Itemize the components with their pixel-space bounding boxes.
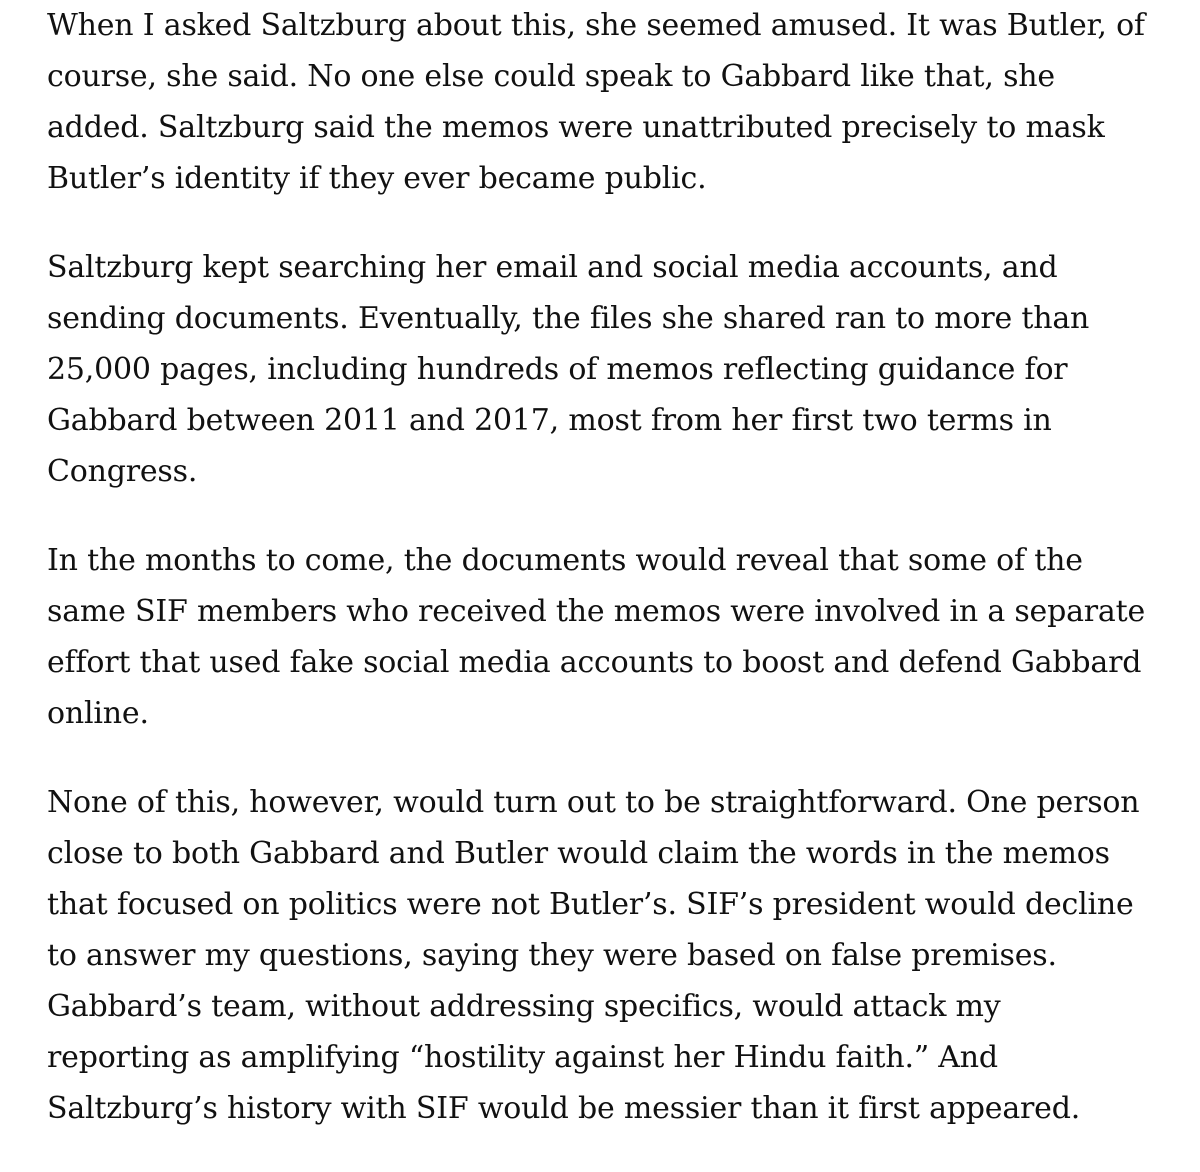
paragraph-3-line-3: effort that used fake social media accounts to boost and defend Gabbard [47,645,1142,680]
paragraph-1-line-1: When I asked Saltzburg about this, she seemed amused. It was Butler, of [47,8,1145,43]
paragraph-3-line-4: online. [47,696,149,731]
paragraph-4-line-1: None of this, however, would turn out to be straightforward. One person [47,785,1140,820]
paragraph-1-line-4: Butler’s identity if they ever became public. [47,161,707,196]
paragraph-4-line-6: reporting as amplifying “hostility against her Hindu faith.” And [47,1040,998,1075]
paragraph-3-line-2: same SIF members who received the memos were involved in a separate [47,594,1146,629]
paragraph-2 [47,242,1167,497]
paragraph-4-line-3: that focused on politics were not Butler’s. SIF’s president would decline [47,887,1134,922]
paragraph-4-line-2: close to both Gabbard and Butler would claim the words in the memos [47,836,1110,871]
paragraph-2-line-2: sending documents. Eventually, the files she shared ran to more than [47,301,1090,336]
paragraph-2-line-1: Saltzburg kept searching her email and social media accounts, and [47,250,1058,285]
paragraph-4-line-7: Saltzburg’s history with SIF would be messier than it first appeared. [47,1091,1081,1126]
paragraph-1 [47,0,1167,204]
paragraph-4 [47,777,1167,1134]
paragraph-2-line-3: 25,000 pages, including hundreds of memos reflecting guidance for [47,352,1068,387]
article-body [47,0,1167,1172]
paragraph-2-line-4: Gabbard between 2011 and 2017, most from her first two terms in [47,403,1052,438]
paragraph-3 [47,535,1167,739]
paragraph-3-line-1: In the months to come, the documents would reveal that some of the [47,543,1083,578]
paragraph-1-line-3: added. Saltzburg said the memos were unattributed precisely to mask [47,110,1105,145]
paragraph-1-line-2: course, she said. No one else could speak to Gabbard like that, she [47,59,1055,94]
paragraph-4-line-4: to answer my questions, saying they were based on false premises. [47,938,1057,973]
paragraph-2-line-5: Congress. [47,454,198,489]
paragraph-4-line-5: Gabbard’s team, without addressing specifics, would attack my [47,989,1001,1024]
